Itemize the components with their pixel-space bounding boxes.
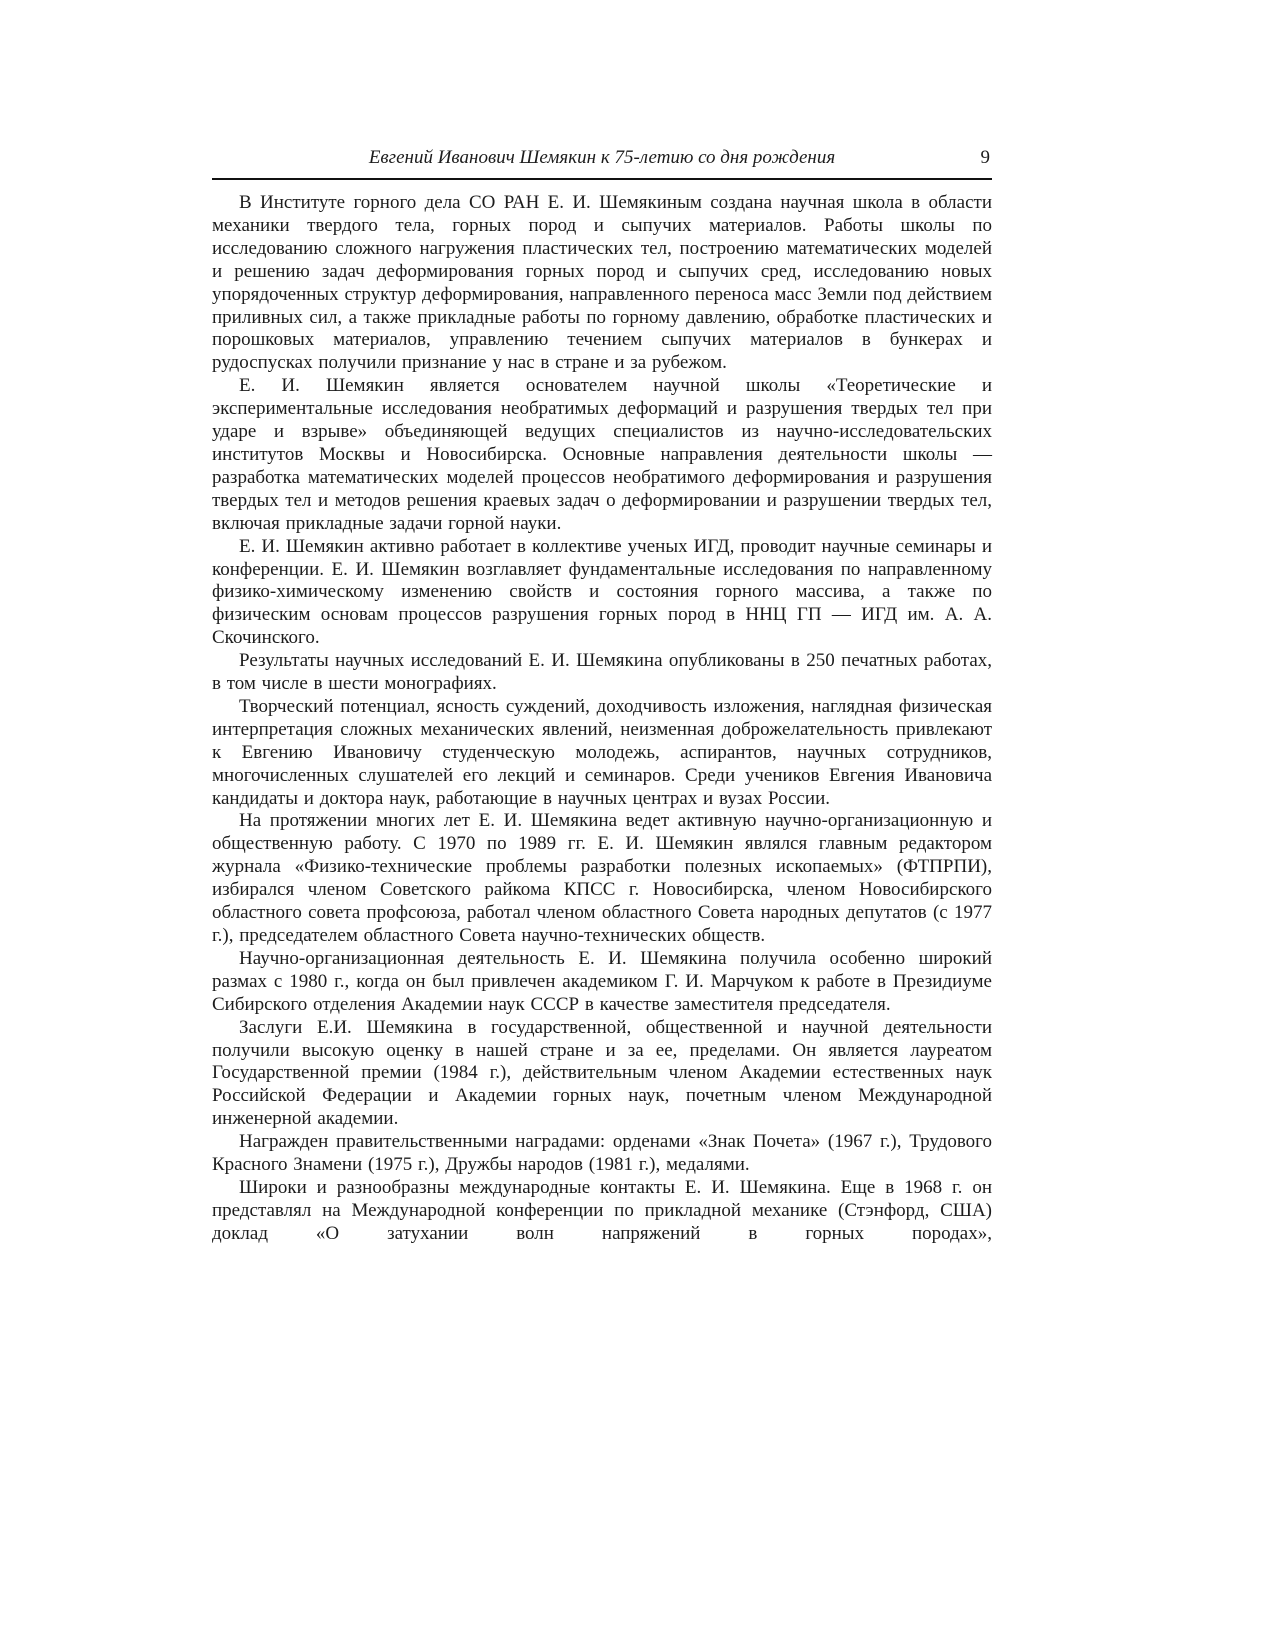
page-content [212,146,992,1246]
page-number: 9 [980,147,990,168]
running-header [212,146,992,170]
paragraph-org-activity: Научно-организационная деятельность Е. И. Шемякина получила особенно широкий размах с 1980 г., когда он был привлечен академиком Г. И. Марчуком к работе в Президиуме Сибирского отделения Академии наук СССР в качестве заместителя председателя. [212,947,992,1015]
paragraph-awards: Награжден правительственными наградами: орденами «Знак Почета» (1967 г.), Трудового Красного Знамени (1975 г.), Дружбы народов (1981 г.), медалями. [212,1131,992,1176]
paragraph-institute-school: В Институте горного дела СО РАН Е. И. Шемякиным создана научная школа в области механики твердого тела, горных пород и сыпучих материалов. Работы школы по исследованию сложного нагружения пластических тел, построению математических моделей и решению задач деформирования горных пород и сыпучих сред, исследованию новых упорядоченных структур деформирования, направленного переноса масс Земли под действием приливных сил, а также прикладные работы по горному давлению, обработке пластических и порошковых материалов, управлению течением сыпучих материалов в бункерах и рудоспусках получили признание у нас в стране и за рубежом. [212,192,992,374]
paragraph-merits: Заслуги Е.И. Шемякина в государственной, общественной и научной деятельности получили высокую оценку в нашей стране и за ее, пределами. Он является лауреатом Государственной премии (1984 г.), действительным членом Академии естественных наук Российской Федерации и Академии горных наук, почетным членом Международной инженерной академии. [212,1016,992,1130]
paragraph-publications: Результаты научных исследований Е. И. Шемякина опубликованы в 250 печатных работах, в том числе в шести монографиях. [212,650,992,695]
paragraph-international-contacts: Широки и разнообразны международные контакты Е. И. Шемякина. Еще в 1968 г. он представлял на Международной конференции по прикладной механике (Стэнфорд, США) доклад «О затухании волн напряжений в горных породах», [212,1176,992,1244]
header-rule [212,178,992,180]
running-header-title: Евгений Иванович Шемякин к 75-летию со дня рождения [368,147,836,168]
paragraph-editorial-public-work: На протяжении многих лет Е. И. Шемякина ведет активную научно-организационную и общественную работу. С 1970 по 1989 гг. Е. И. Шемякин являлся главным редактором журнала «Физико-технические проблемы разработки полезных ископаемых» (ФТПРПИ), избирался членом Советского райкома КПСС г. Новосибирска, членом Новосибирского областного совета профсоюза, работал членом областного Совета народных депутатов (с 1977 г.), председателем областного Совета научно-технических обществ. [212,810,992,946]
article-body [212,192,992,1246]
paragraph-scientific-school: Е. И. Шемякин является основателем научной школы «Теоретические и экспериментальные исследования необратимых деформаций и разрушения твердых тел при ударе и взрыве» объединяющей ведущих специалистов из научно-исследовательских институтов Москвы и Новосибирска. Основные направления деятельности школы — разработка математических моделей процессов необратимого деформирования и разрушения твердых тел и методов решения краевых задач о деформировании и разрушении твердых тел, включая прикладные задачи горной науки. [212,375,992,534]
paragraph-igd-work: Е. И. Шемякин активно работает в коллективе ученых ИГД, проводит научные семинары и конференции. Е. И. Шемякин возглавляет фундаментальные исследования по направленному физико-химическому изменению свойств и состояния горного массива, а также по физическим основам процессов разрушения горных пород в ННЦ ГП — ИГД им. А. А. Скочинского. [212,535,992,649]
paragraph-teaching: Творческий потенциал, ясность суждений, доходчивость изложения, наглядная физическая интерпретация сложных механических явлений, неизменная доброжелательность привлекают к Евгению Ивановичу студенческую молодежь, аспирантов, научных сотрудников, многочисленных слушателей его лекций и семинаров. Среди учеников Евгения Ивановича кандидаты и доктора наук, работающие в научных центрах и вузах России. [212,695,992,809]
